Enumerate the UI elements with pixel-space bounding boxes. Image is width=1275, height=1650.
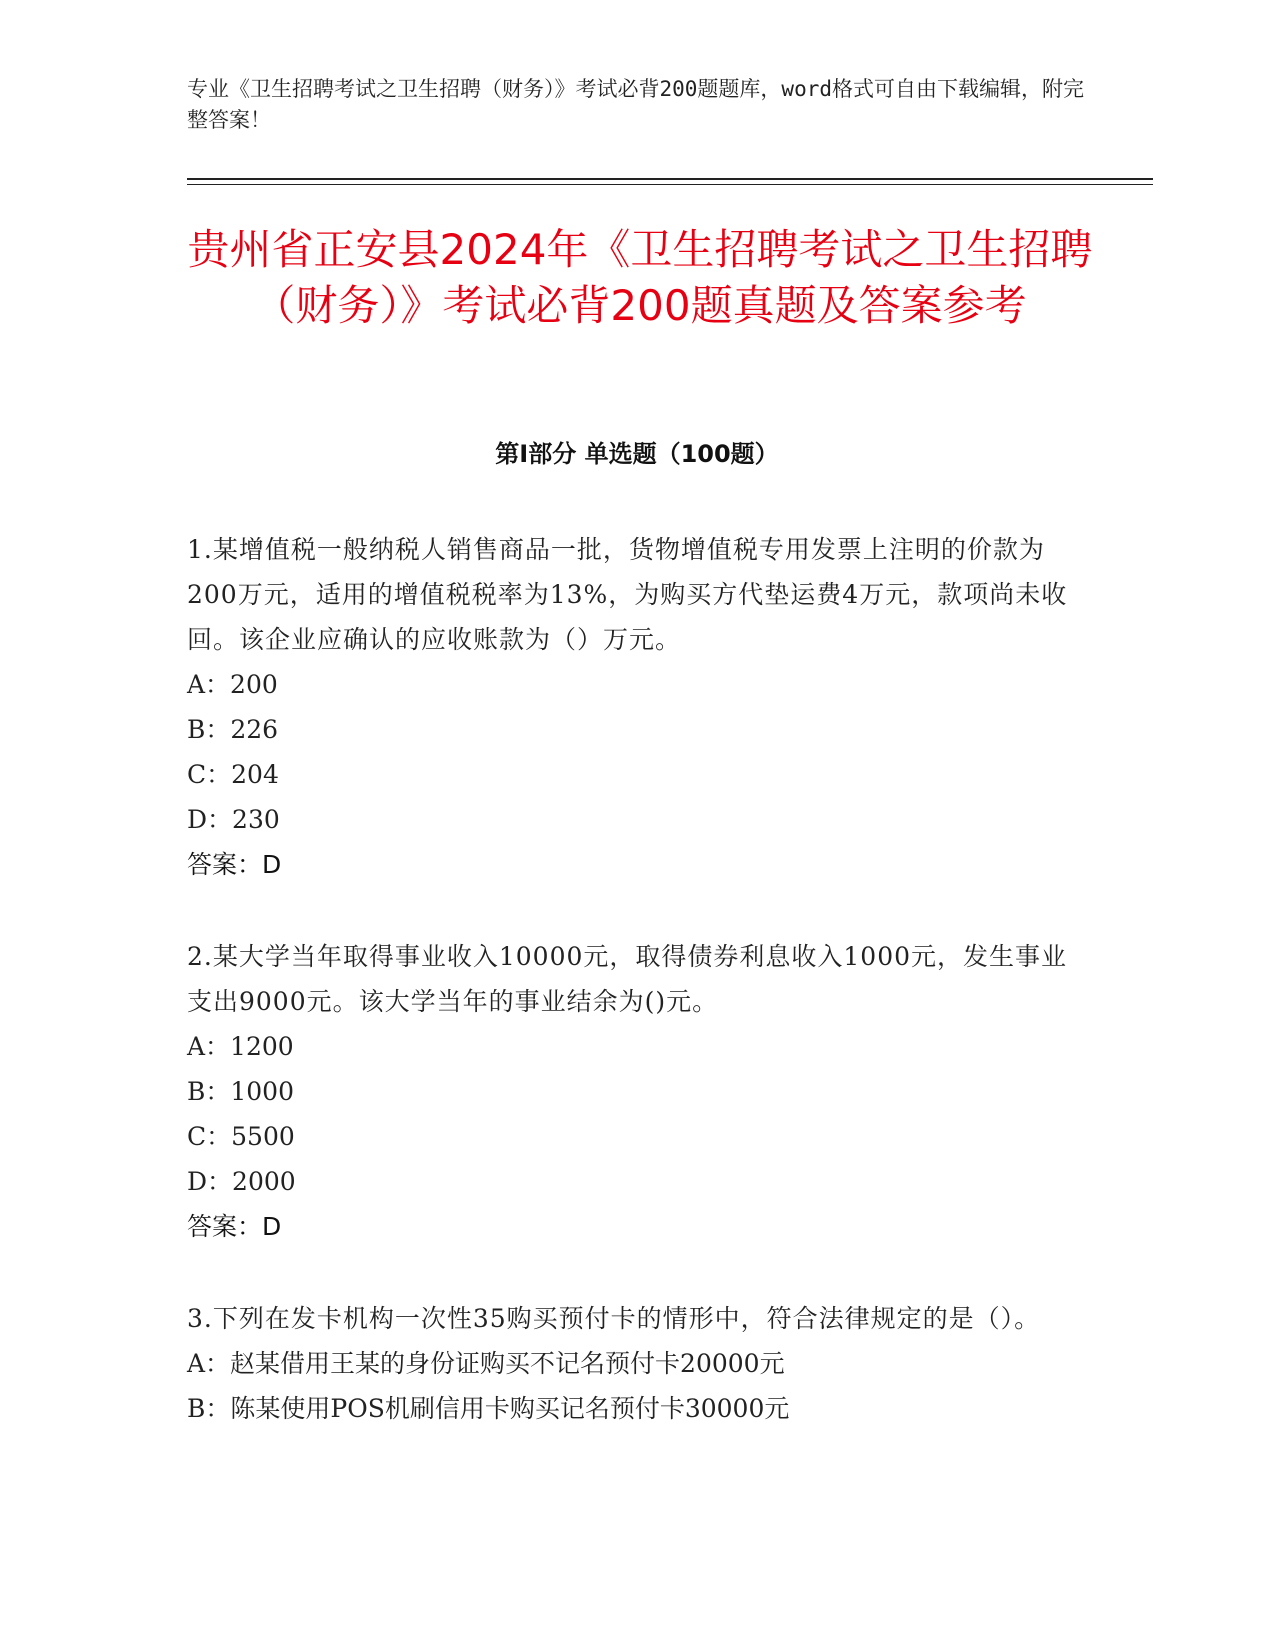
answer: 答案：D (187, 1212, 282, 1241)
option-d: D：230 (187, 805, 280, 834)
header-rule-thick (187, 178, 1153, 180)
header-note: 专业《卫生招聘考试之卫生招聘（财务）》考试必背200题题库，word格式可自由下载编辑，附完整答案！ (187, 77, 1084, 132)
question-stem: 3.下列在发卡机构一次性35购买预付卡的情形中，符合法律规定的是（）。 (187, 1304, 1041, 1333)
header-rule-thin (187, 184, 1153, 185)
document-title: 贵州省正安县2024年《卫生招聘考试之卫生招聘（财务）》考试必背200题真题及答案参考 (187, 225, 1093, 330)
option-a: A：赵某借用王某的身份证购买不记名预付卡20000元 (187, 1349, 785, 1378)
option-b: B：陈某使用POS机刷信用卡购买记名预付卡30000元 (187, 1394, 790, 1423)
option-b: B：226 (187, 715, 279, 744)
question-stem: 2.某大学当年取得事业收入10000元，取得债券利息收入1000元，发生事业支出9000元。该大学当年的事业结余为()元。 (187, 942, 1068, 1016)
option-a: A：1200 (187, 1032, 294, 1061)
option-b: B：1000 (187, 1077, 294, 1106)
question-stem: 1.某增值税一般纳税人销售商品一批，货物增值税专用发票上注明的价款为200万元，适用的增值税税率为13%，为购买方代垫运费4万元，款项尚未收回。该企业应确认的应收账款为（）万元。 (187, 535, 1068, 654)
option-c: C：5500 (187, 1122, 295, 1151)
question-1 (187, 527, 1077, 887)
option-a: A：200 (187, 670, 278, 699)
section-heading: 第Ⅰ部分 单选题（100题） (495, 440, 779, 468)
question-3 (187, 1296, 1077, 1431)
question-2 (187, 934, 1077, 1249)
option-d: D：2000 (187, 1167, 296, 1196)
answer: 答案：D (187, 850, 282, 879)
option-c: C：204 (187, 760, 279, 789)
